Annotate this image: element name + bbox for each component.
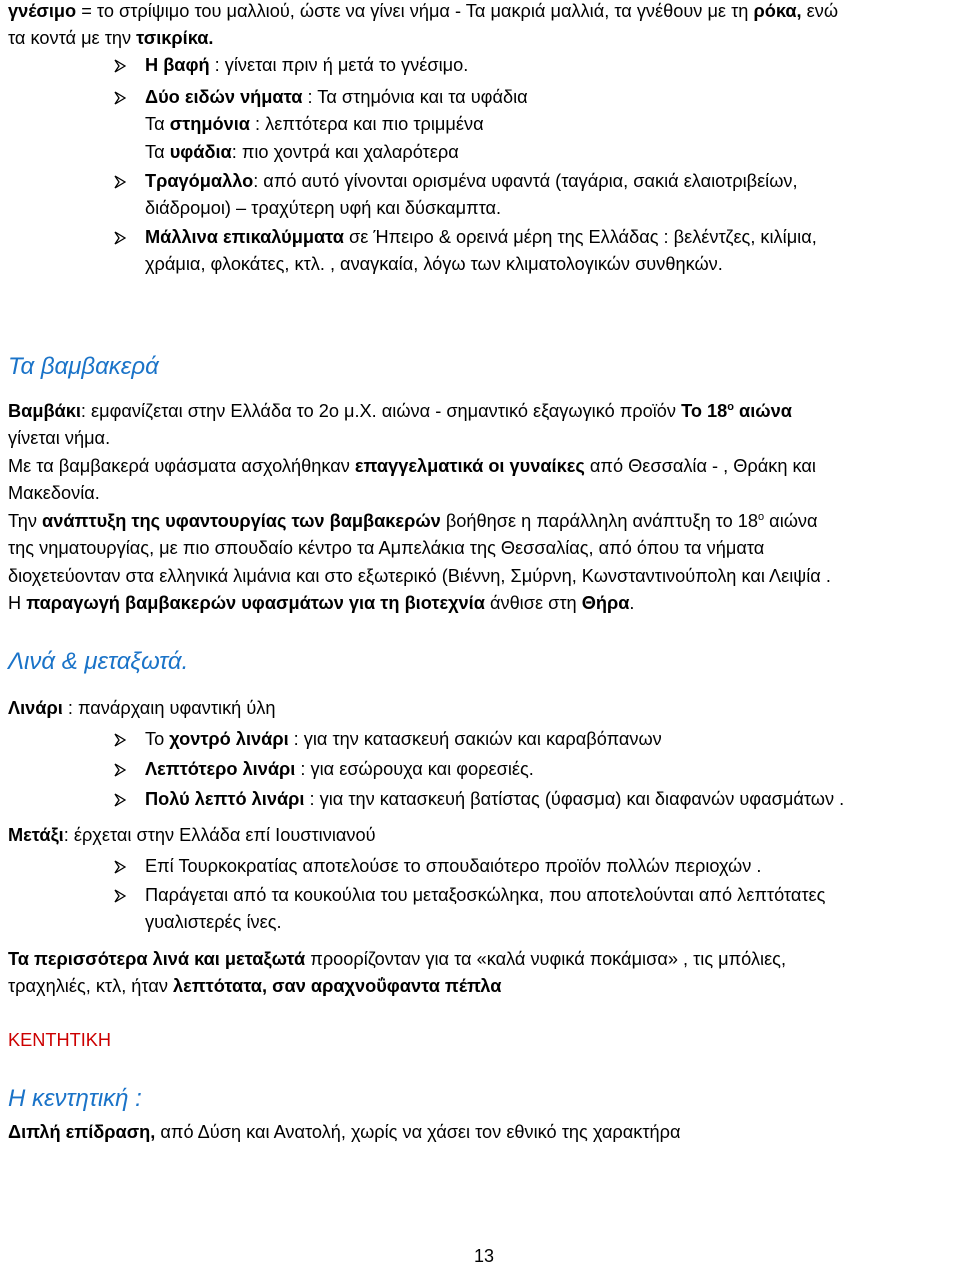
bullet-silk-cocoons-cont: γυαλιστερές ίνες. — [145, 912, 282, 932]
intro-line-2: τα κοντά με την τσικρίκα. — [8, 28, 214, 48]
term-distaff: ρόκα, — [753, 1, 802, 21]
bullet-goat-hair: Τραγόμαλλο: από αυτό γίνονται ορισμένα υφαντά (ταγάρια, σακιά ελαιοτριβείων, — [145, 171, 798, 191]
silk-intro: Μετάξι: έρχεται στην Ελλάδα επί Ιουστινιανού — [8, 825, 376, 845]
line-warp: Τα στημόνια : λεπτότερα και πιο τριμμένα — [145, 114, 484, 134]
most-linen-silk-cont: τραχηλιές, κτλ, ήταν λεπτότατα, σαν αραχνοΰφαντα πέπλα — [8, 976, 502, 996]
bullet-silk-cocoons: Παράγεται από τα κουκούλια του μεταξοσκώληκα, που αποτελούνται από λεπτότατες — [145, 885, 826, 905]
bullet-silk-ottoman: Επί Τουρκοκρατίας αποτελούσε το σπουδαιότερο προϊόν πολλών περιοχών . — [145, 856, 762, 876]
linen-intro: Λινάρι : πανάρχαιη υφαντική ύλη — [8, 698, 276, 718]
cotton-paragraph-1: Βαμβάκι: εμφανίζεται στην Ελλάδα το 2ο μ.Χ. αιώνα - σημαντικό εξαγωγικό προϊόν Το $18^o$ αιώνα — [8, 400, 792, 421]
bullet-two-yarns: Δύο ειδών νήματα : Τα στημόνια και τα υφάδια — [145, 87, 528, 107]
arrow-bullet-icon — [114, 733, 126, 747]
arrow-bullet-icon — [114, 231, 126, 245]
arrow-bullet-icon — [114, 763, 126, 777]
bullet-dye: Η βαφή : γίνεται πριν ή μετά το γνέσιμο. — [145, 55, 469, 75]
bullet-finer-linen: Λεπτότερο λινάρι : για εσώρουχα και φορεσιές. — [145, 759, 534, 779]
page-number: 13 — [474, 1246, 495, 1266]
cotton-paragraph-3-line-2: της νηματουργίας, με πιο σπουδαίο κέντρο τα Αμπελάκια της Θεσσαλίας, από όπου τα νήματα — [8, 538, 765, 558]
embroidery-red-title: ΚΕΝΤΗΤΙΚΗ — [8, 1030, 112, 1050]
intro-line-1: γνέσιμο = το στρίψιμο του μαλλιού, ώστε να γίνει νήμα - Τα μακριά μαλλιά, τα γνέθουν με τη ρόκα, ενώ — [8, 1, 839, 21]
cotton-paragraph-2-cont: Μακεδονία. — [8, 483, 100, 503]
cotton-paragraph-3: Την ανάπτυξη της υφαντουργίας των βαμβακερών βοήθησε η παράλληλη ανάπτυξη το $18^o$ αιώνα — [8, 510, 818, 531]
heading-embroidery: Η κεντητική : — [8, 1085, 142, 1112]
document-page — [8, 0, 952, 1265]
term-tsikrika: τσικρίκα. — [136, 28, 214, 48]
heading-cotton: Τα βαμβακερά — [8, 353, 159, 380]
arrow-bullet-icon — [114, 860, 126, 874]
bullet-goat-hair-cont: διάδρομοι) – τραχύτερη υφή και δύσκαμπτα. — [145, 198, 502, 218]
bullet-wool-covers-cont: χράμια, φλοκάτες, κτλ. , αναγκαία, λόγω των κλιματολογικών συνθηκών. — [145, 254, 723, 274]
cotton-paragraph-2: Με τα βαμβακερά υφάσματα ασχολήθηκαν επαγγελματικά οι γυναίκες από Θεσσαλία - , Θράκη και — [8, 456, 816, 476]
cotton-paragraph-3-line-3: διοχετεύονταν στα ελληνικά λιμάνια και στο εξωτερικό (Βιέννη, Σμύρνη, Κωνσταντινούπολη και Λειψία . — [8, 566, 831, 586]
line-weft: Τα υφάδια: πιο χοντρά και χαλαρότερα — [145, 142, 459, 162]
arrow-bullet-icon — [114, 175, 126, 189]
arrow-bullet-icon — [114, 91, 126, 105]
arrow-bullet-icon — [114, 59, 126, 73]
cotton-paragraph-4: Η παραγωγή βαμβακερών υφασμάτων για τη βιοτεχνία άνθισε στη Θήρα. — [8, 593, 635, 613]
cotton-paragraph-1-cont: γίνεται νήμα. — [8, 428, 111, 448]
term-spinning: γνέσιμο — [8, 1, 77, 21]
arrow-bullet-icon — [114, 793, 126, 807]
arrow-bullet-icon — [114, 889, 126, 903]
embroidery-paragraph: Διπλή επίδραση, από Δύση και Ανατολή, χωρίς να χάσει τον εθνικό της χαρακτήρα — [8, 1122, 681, 1142]
bullet-thick-linen: Το χοντρό λινάρι : για την κατασκευή σακιών και καραβόπανων — [145, 729, 662, 749]
most-linen-silk: Τα περισσότερα λινά και μεταξωτά προορίζονταν για τα «καλά νυφικά ποκάμισα» , τις μπόλιες, — [8, 949, 787, 969]
bullet-wool-covers: Μάλλινα επικαλύμματα σε Ήπειρο & ορεινά μέρη της Ελλάδας : βελέντζες, κιλίμια, — [145, 227, 817, 247]
bullet-very-fine-linen: Πολύ λεπτό λινάρι : για την κατασκευή βατίστας (ύφασμα) και διαφανών υφασμάτων . — [145, 789, 845, 809]
heading-linen-silk: Λινά & μεταξωτά. — [8, 648, 189, 675]
